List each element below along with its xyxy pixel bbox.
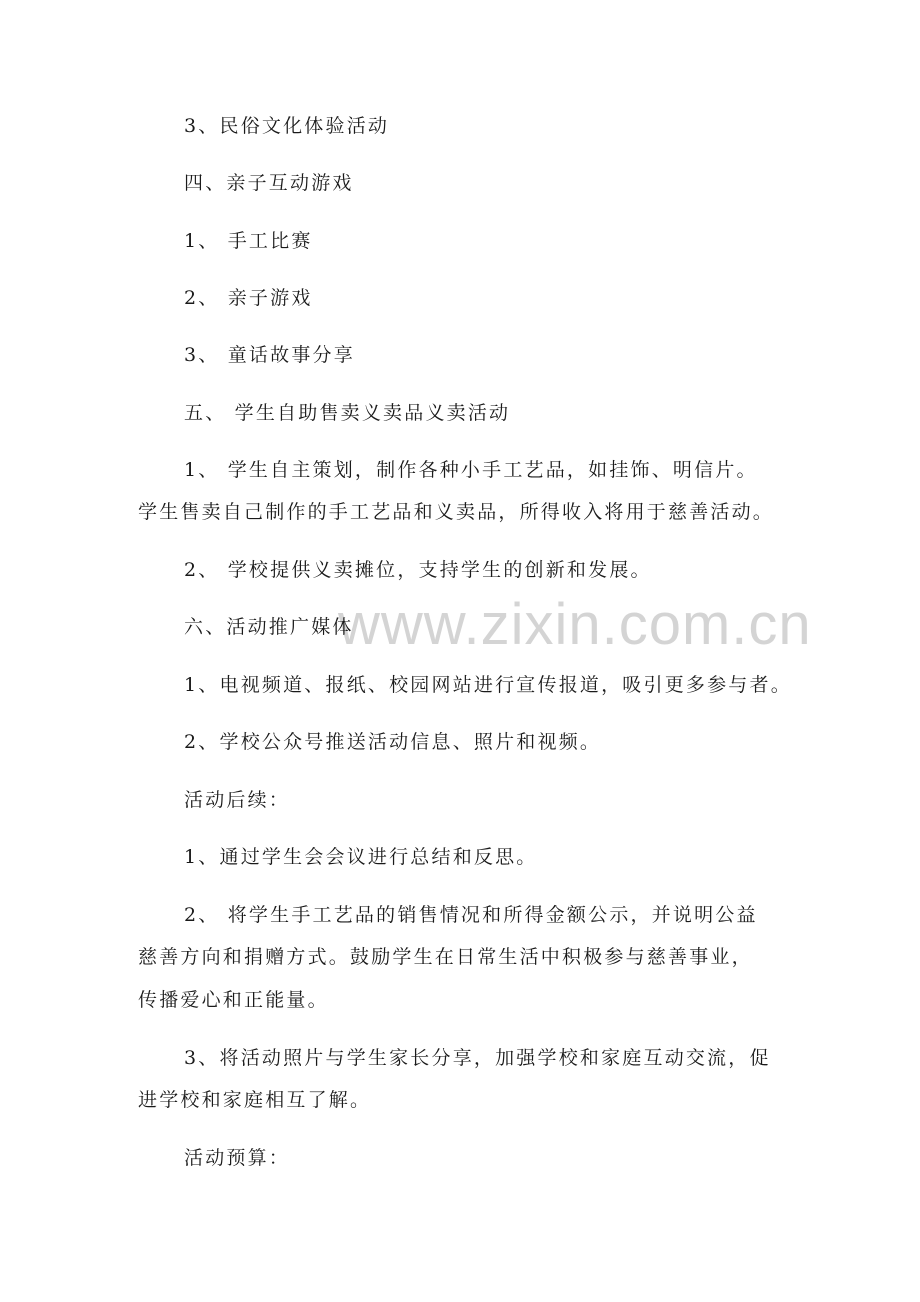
list-item-fairy-tale-sharing: 3、 童话故事分享 (184, 344, 355, 366)
list-item-booth: 2、 学校提供义卖摊位，支持学生的创新和发展。 (184, 559, 652, 581)
watermark: www.zixin.com.cn (338, 592, 812, 657)
paragraph-photos-line-1: 3、将活动照片与学生家长分享，加强学校和家庭互动交流，促 (184, 1047, 771, 1069)
list-item-tv-newspaper: 1、电视频道、报纸、校园网站进行宣传报道，吸引更多参与者。 (184, 674, 792, 696)
paragraph-disclosure-line-2: 慈善方向和捐赠方式。鼓励学生在日常生活中积极参与慈善事业， (138, 946, 753, 968)
paragraph-disclosure-line-1: 2、 将学生手工艺品的销售情况和所得金额公示，并说明公益 (184, 904, 758, 926)
section-heading-budget: 活动预算： (184, 1147, 291, 1169)
section-heading-parent-child-games: 四、亲子互动游戏 (184, 172, 354, 194)
section-heading-media: 六、活动推广媒体 (184, 616, 354, 638)
section-heading-followup: 活动后续： (184, 789, 291, 811)
paragraph-photos-line-2: 进学校和家庭相互了解。 (138, 1089, 372, 1111)
list-item-handcraft-contest: 1、 手工比赛 (184, 230, 313, 252)
paragraph-disclosure-line-3: 传播爱心和正能量。 (138, 989, 329, 1011)
paragraph-charity-line-1: 1、 学生自主策划，制作各种小手工艺品，如挂饰、明信片。 (184, 459, 758, 481)
list-item-official-account: 2、学校公众号推送活动信息、照片和视频。 (184, 731, 602, 753)
paragraph-charity-line-2: 学生售卖自己制作的手工艺品和义卖品，所得收入将用于慈善活动。 (138, 501, 775, 523)
section-heading-charity-sale: 五、 学生自助售卖义卖品义卖活动 (184, 402, 511, 424)
list-item-summary: 1、通过学生会会议进行总结和反思。 (184, 846, 538, 868)
list-item-parent-child-game: 2、 亲子游戏 (184, 287, 313, 309)
list-item-folk-culture: 3、民俗文化体验活动 (184, 115, 390, 137)
